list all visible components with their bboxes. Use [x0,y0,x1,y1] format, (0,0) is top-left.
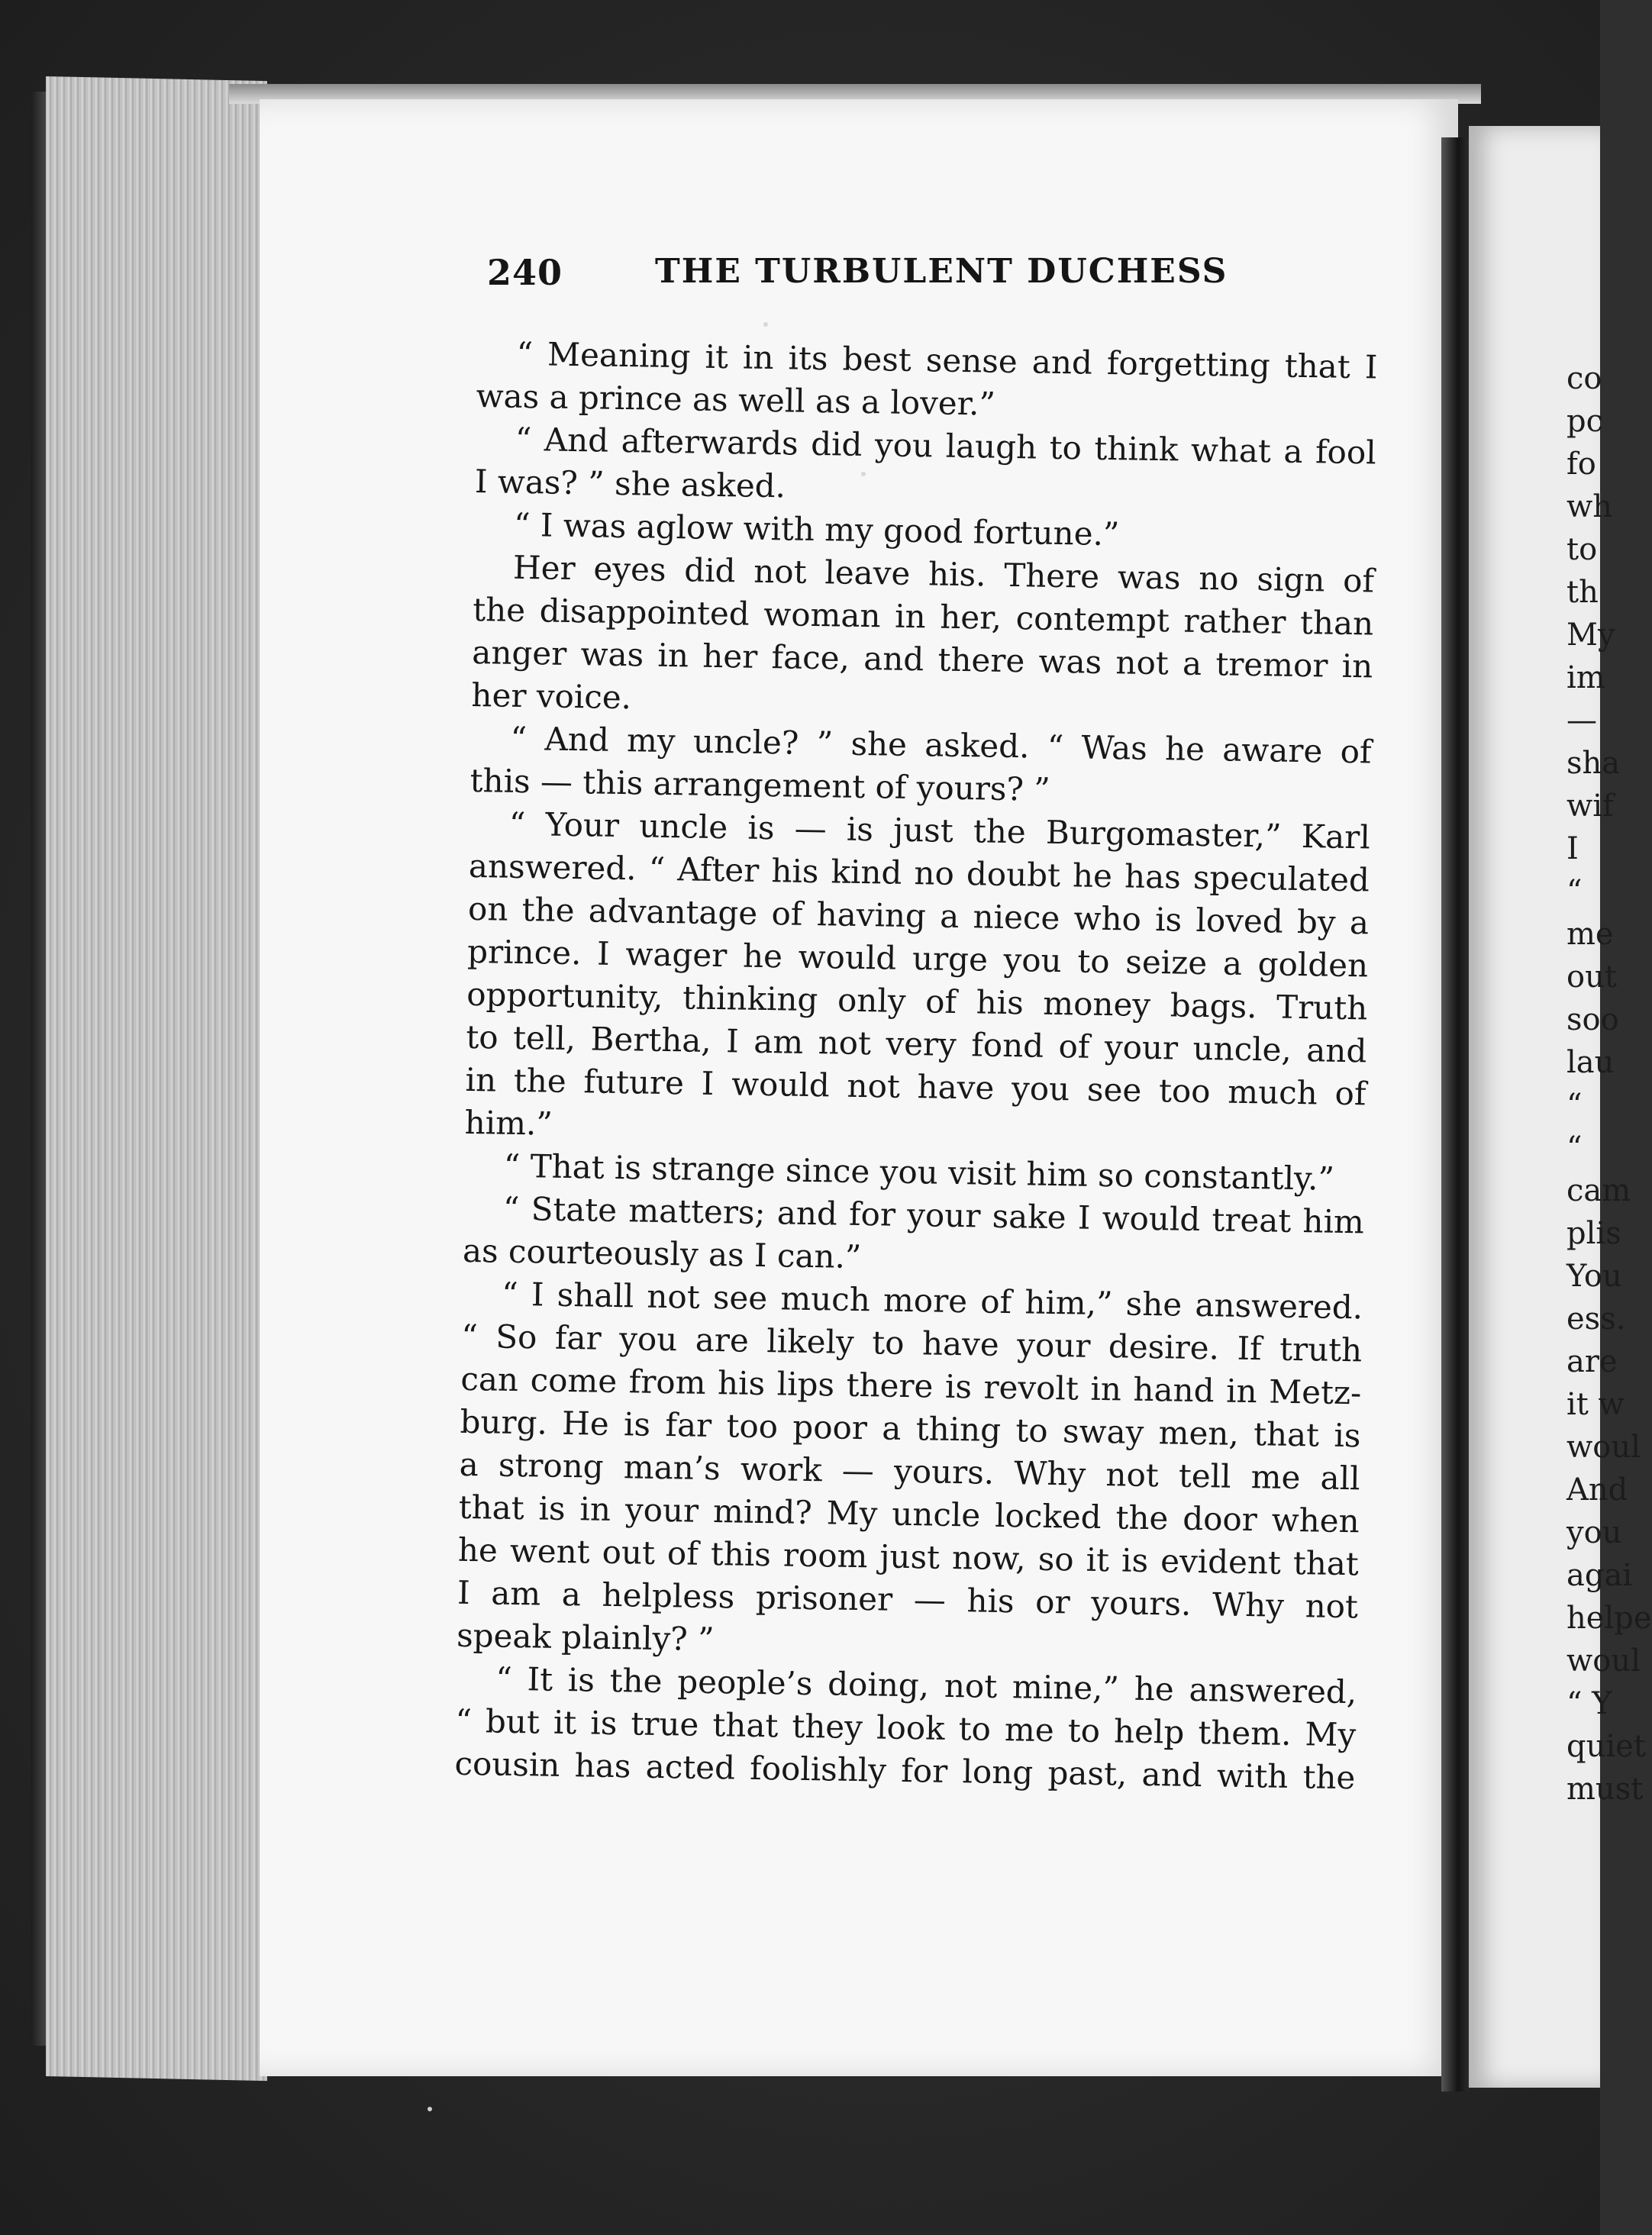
right-page-fragment: me [1566,917,1614,952]
right-page-fragment: fo [1566,447,1596,482]
right-page-fragment: woul [1566,1430,1641,1465]
text-line: “ I shall not see much more of him,” she answered. [501,1275,1363,1327]
text-line: prince. I wager he would urge you to seize a golden [466,932,1369,985]
text-line: “ That is strange since you visit him so constantly.” [503,1147,1335,1198]
text-line: was a prince as well as a lover.” [476,376,996,423]
right-page-fragment: it w [1566,1387,1625,1422]
text-line: speak plainly? ” [456,1616,715,1659]
page-header [487,252,1250,298]
text-line: can come from his lips there is revolt in hand in Metz- [460,1359,1362,1412]
text-line: he went out of this room just now, so it is evident that [457,1530,1360,1583]
text-line: “ State matters; and for your sake I would treat him [502,1189,1365,1241]
right-page-fragment: “ [1566,1130,1583,1166]
text-line: I am a helpless prisoner — his or yours. Why not [457,1573,1359,1626]
right-page-fragment: sha [1566,746,1621,781]
right-page-fragment: quiet [1566,1729,1646,1764]
right-page-fragment: My [1566,618,1615,653]
text-line: as courteously as I can.” [462,1231,862,1276]
page-block-edge [46,76,267,2081]
right-page-fragment: ess. [1566,1301,1626,1337]
text-line: burg. He is far too poor a thing to sway men, that is [460,1402,1361,1455]
right-page-fragment: helpe [1566,1601,1652,1636]
text-line: opportunity, thinking only of his money bags. Truth [466,975,1368,1027]
page-number: 240 [487,252,563,293]
running-title: THE TURBULENT DUCHESS [655,252,1228,291]
right-page-fragment: pc [1566,404,1604,439]
right-page-fragment: lau [1566,1045,1615,1080]
text-line: a strong man’s work — yours. Why not tell me all [459,1445,1360,1498]
book-gutter [1441,137,1469,2091]
body-text [454,332,1378,1799]
dust-speck [861,472,866,476]
right-page-fragment: plis [1566,1216,1621,1251]
right-page-fragment: you [1566,1515,1622,1550]
text-line: “ but it is true that they look to me to help them. My [455,1701,1357,1754]
text-line: “ So far you are likely to have your desire. If truth [460,1317,1363,1369]
right-page-fragment: — [1566,703,1597,738]
text-line: Her eyes did not leave his. There was no sign of [512,548,1375,600]
right-page-fragment: are [1566,1344,1618,1379]
right-page-fragment: And [1566,1472,1628,1508]
right-page-fragment: “ Y [1566,1686,1612,1721]
right-page-fragment: im [1566,660,1605,695]
text-line: “ Your uncle is — is just the Burgomaster,” Karl [508,805,1371,856]
right-page-fragment: You [1566,1259,1622,1294]
text-line: cousin has acted foolishly for long past, and with the [454,1744,1356,1797]
right-page-fragment: “ [1566,874,1583,909]
right-page-fragment: I [1566,831,1579,866]
text-line: I was? ” she asked. [474,462,786,505]
right-page-fragment: out [1566,959,1617,995]
dust-speck [428,2107,432,2111]
text-line: “ Meaning it in its best sense and forgetting that I [516,334,1378,386]
right-page-fragment: soo [1566,1002,1619,1037]
text-line: “ And afterwards did you laugh to think what a fool [515,420,1377,472]
right-page-fragment: woul [1566,1643,1641,1679]
text-line: in the future I would not have you see too much of [465,1060,1366,1113]
right-page-text [1566,357,1652,1811]
right-page-fragment: wh [1566,489,1612,524]
right-page-fragment: wif [1566,789,1614,824]
right-page-fragment: th [1566,575,1599,610]
text-line: the disappointed woman in her, contempt rather than [472,590,1374,643]
right-page-fragment: cam [1566,1173,1631,1208]
right-page-fragment: agai [1566,1558,1633,1593]
text-line: to tell, Bertha, I am not very fond of your uncle, and [466,1018,1367,1070]
text-line: him.” [464,1103,553,1143]
right-page-fragment: must [1566,1772,1644,1807]
text-line: her voice. [471,676,632,717]
right-page-fragment: “ [1566,1088,1583,1123]
text-line: on the advantage of having a niece who is loved by a [467,889,1370,942]
text-line: anger was in her face, and there was not a tremor in [472,633,1373,685]
right-page-fragment: co [1566,361,1602,396]
text-line: “ And my uncle? ” she asked. “ Was he aware of [510,719,1372,771]
text-line: that is in your mind? My uncle locked the door when [458,1488,1360,1540]
text-line: “ It is the people’s doing, not mine,” he answered, [495,1659,1357,1711]
dust-speck [763,322,768,327]
text-line: answered. “ After his kind no doubt he has speculated [468,847,1370,899]
text-line: this — this arrangement of yours? ” [469,761,1051,808]
right-page-fragment: to [1566,532,1598,567]
text-line: “ I was aglow with my good fortune.” [513,505,1120,553]
